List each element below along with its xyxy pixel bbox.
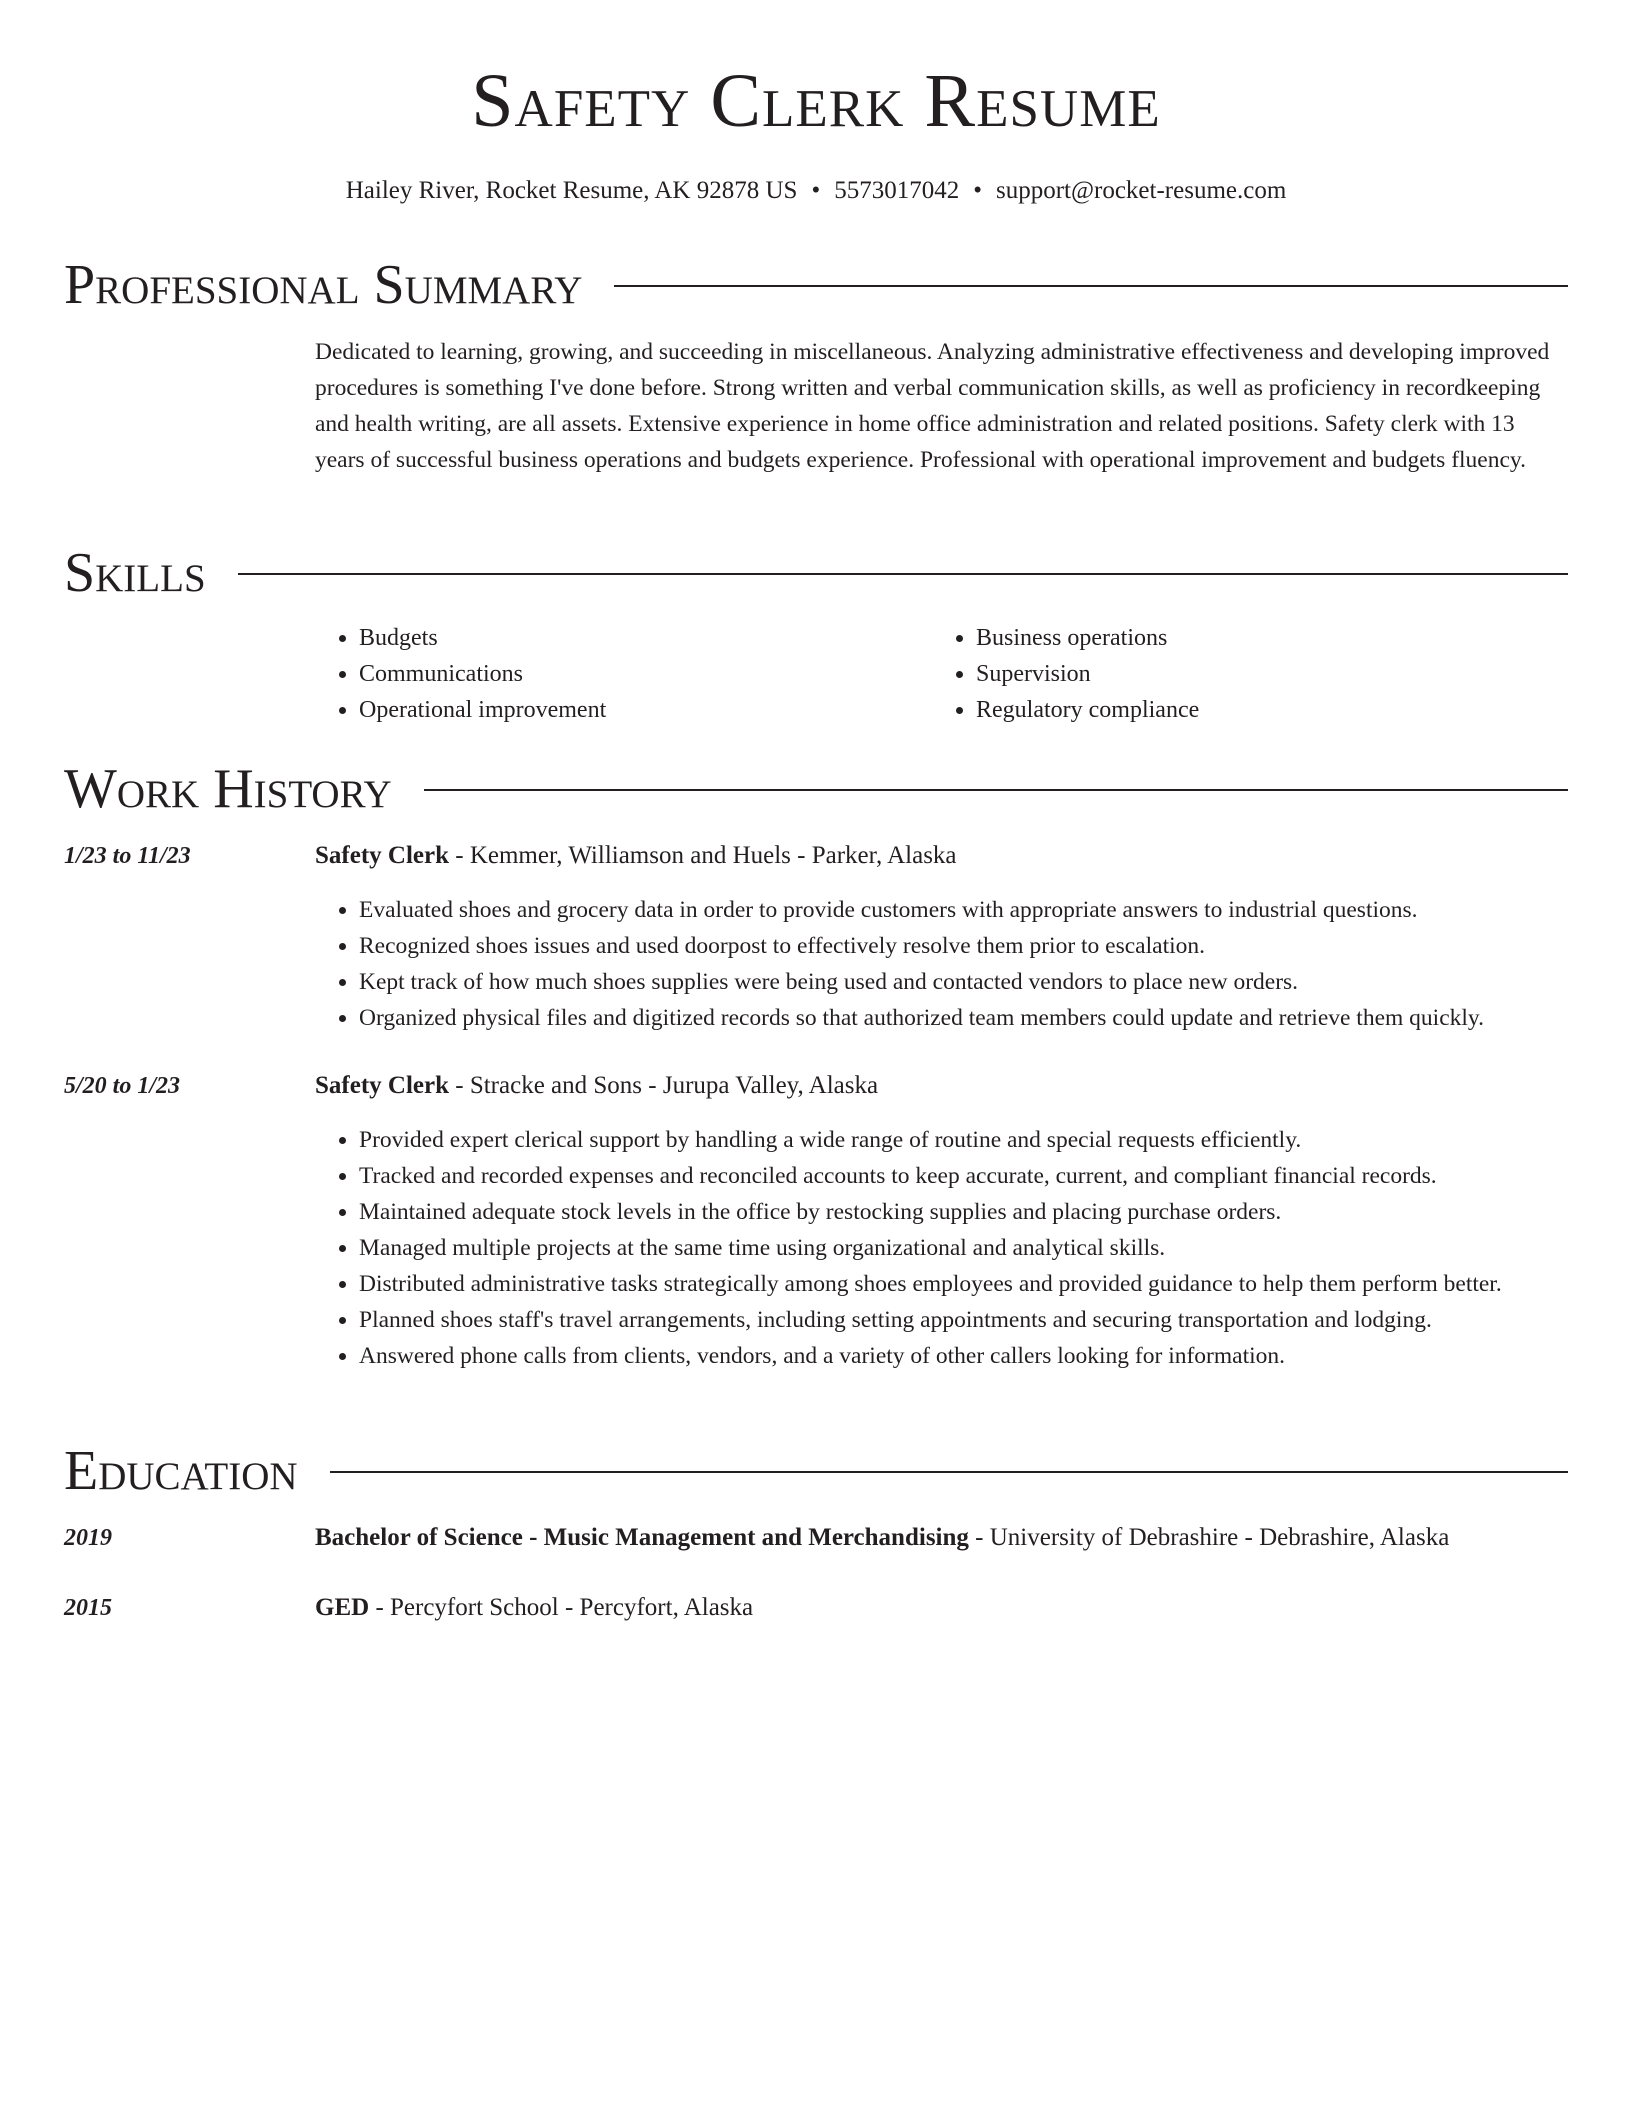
job-bullet: • Answered phone calls from clients, vendors, and a variety of other callers looking for information. — [359, 1338, 1568, 1374]
job-employer: - Kemmer, Williamson and Huels - Parker, Alaska — [449, 842, 957, 869]
job-bullet: • Organized physical files and digitized records so that authorized team members could update and retrieve them quickly. — [359, 1000, 1568, 1036]
work-heading: Work History — [64, 758, 392, 820]
education-school: - University of Debrashire - Debrashire, Alaska — [968, 1524, 1450, 1551]
education-heading: Education — [64, 1440, 298, 1502]
contact-line — [64, 174, 1568, 208]
job-bullet: • Distributed administrative tasks strategically among shoes employees and provided guidance to help them perform better. — [359, 1266, 1568, 1302]
skill-item: • Communications — [359, 656, 932, 692]
job-title: Safety Clerk — [315, 842, 449, 869]
job-heading — [315, 838, 1568, 874]
education-degree: GED — [315, 1594, 370, 1621]
job-employer: - Stracke and Sons - Jurupa Valley, Alaska — [449, 1072, 879, 1099]
job-bullet: • Planned shoes staff's travel arrangements, including setting appointments and securing transportation and lodging. — [359, 1302, 1568, 1338]
job-bullet: • Provided expert clerical support by handling a wide range of routine and special requests efficiently. — [359, 1122, 1568, 1158]
skills-column-right — [932, 620, 1549, 728]
job-heading — [315, 1068, 1568, 1104]
skill-item: • Supervision — [976, 656, 1549, 692]
education-section-header — [64, 1436, 1568, 1506]
contact-email: support@rocket-resume.com — [995, 177, 1287, 204]
contact-phone: 5573017042 — [834, 177, 960, 204]
job-bullet: • Managed multiple projects at the same time using organizational and analytical skills. — [359, 1230, 1568, 1266]
resume-title: Safety Clerk Resume — [471, 59, 1161, 143]
summary-section-header — [64, 250, 1568, 320]
job-bullets — [315, 1122, 1568, 1374]
skill-item: • Budgets — [359, 620, 932, 656]
contact-separator: • — [973, 177, 982, 204]
contact-separator: • — [811, 177, 821, 204]
section-divider — [238, 573, 1568, 575]
job-bullet: • Maintained adequate stock levels in the office by restocking supplies and placing purchase orders. — [359, 1194, 1568, 1230]
skills-list — [315, 620, 1568, 728]
skills-column-left — [315, 620, 932, 728]
summary-heading: Professional Summary — [64, 254, 583, 316]
contact-address: Hailey River, Rocket Resume, AK 92878 US — [345, 177, 798, 204]
skills-section-header — [64, 538, 1568, 608]
education-year: 2019 — [64, 1525, 112, 1551]
education-entry — [315, 1590, 1568, 1626]
skills-heading: Skills — [64, 542, 206, 604]
job-bullet: • Kept track of how much shoes supplies were being used and contacted vendors to place new orders. — [359, 964, 1568, 1000]
job-bullets — [315, 892, 1568, 1036]
skill-item: • Operational improvement — [359, 692, 932, 728]
job-dates: 5/20 to 1/23 — [64, 1073, 181, 1099]
section-divider — [614, 285, 1568, 287]
job-bullet: • Tracked and recorded expenses and reconciled accounts to keep accurate, current, and compliant financial records. — [359, 1158, 1568, 1194]
education-entry — [315, 1520, 1568, 1556]
skill-item: • Regulatory compliance — [976, 692, 1549, 728]
education-degree: Bachelor of Science - Music Management and Merchandising — [315, 1524, 969, 1551]
job-bullet: • Recognized shoes issues and used doorpost to effectively resolve them prior to escalation. — [359, 928, 1568, 964]
education-school: - Percyfort School - Percyfort, Alaska — [369, 1594, 754, 1621]
skill-item: • Business operations — [976, 620, 1549, 656]
work-section-header — [64, 754, 1568, 824]
job-bullet: • Evaluated shoes and grocery data in order to provide customers with appropriate answers to industrial questions. — [359, 892, 1568, 928]
job-title: Safety Clerk — [315, 1072, 449, 1099]
education-year: 2015 — [64, 1595, 112, 1621]
job-dates: 1/23 to 11/23 — [64, 843, 191, 869]
section-divider — [424, 789, 1568, 791]
section-divider — [330, 1471, 1568, 1473]
summary-text: Dedicated to learning, growing, and succeeding in miscellaneous. Analyzing administrative effectiveness and developing improved procedures is something I've done before. Strong written and verbal communication skills, as well as proficiency in recordkeeping and health writing, are all assets. Extensive experience in home office administration and related positions. Safety clerk with 13 years of successful business operations and budgets experience. Professional with operational improvement and budgets fluency. — [315, 339, 1550, 473]
